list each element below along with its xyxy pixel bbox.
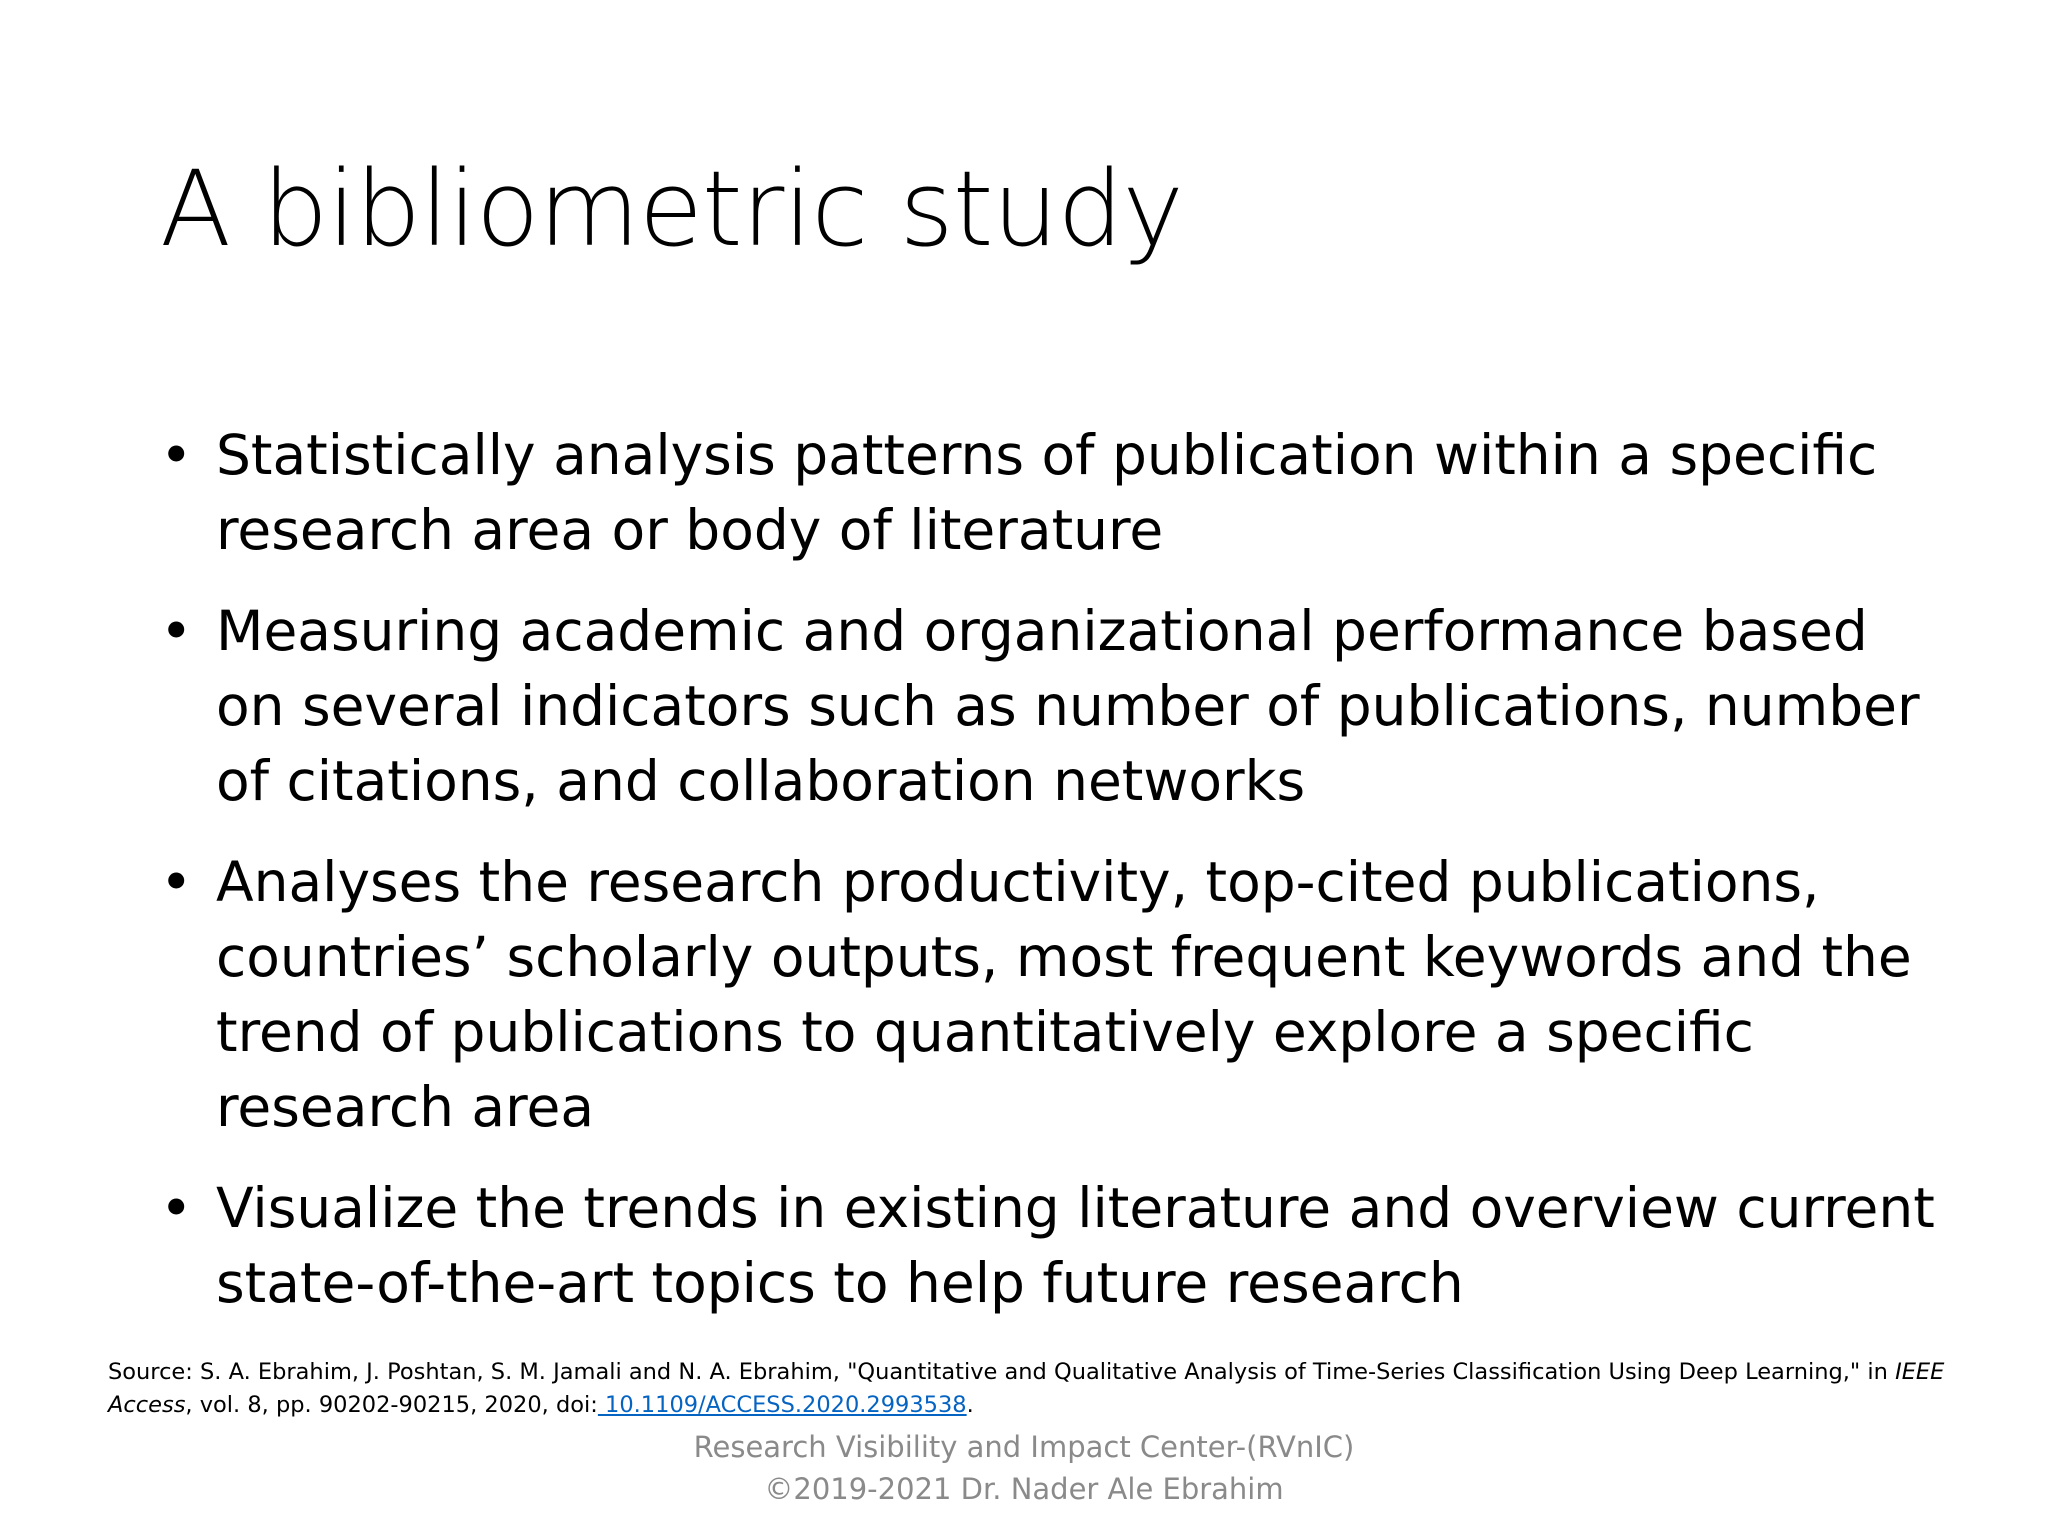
- bullet-icon: •: [160, 599, 193, 663]
- citation-end: .: [966, 1392, 974, 1418]
- slide-title: A bibliometric study: [160, 148, 1183, 270]
- journal-name: IEEE Access: [108, 1359, 1945, 1418]
- bullet-icon: •: [160, 850, 193, 914]
- bullet-list: [160, 418, 1940, 1347]
- bullet-text: Statistically analysis patterns of publication within a specific research area or body of literature: [216, 423, 1878, 562]
- bullet-icon: •: [160, 423, 193, 487]
- footer-copyright: ©2019-2021 Dr. Nader Ale Ebrahim: [764, 1472, 1284, 1506]
- bullet-text: Analyses the research productivity, top-cited publications, countries’ scholarly outputs, most frequent keywords and the trend of publications to quantitatively explore a specific research area: [216, 850, 1912, 1139]
- slide-footer: [0, 1426, 2048, 1510]
- footer-organization: Research Visibility and Impact Center-(RVnIC): [693, 1430, 1355, 1464]
- citation-text: Source: S. A. Ebrahim, J. Poshtan, S. M. Jamali and N. A. Ebrahim, "Quantitative and Qualitative Analysis of Time-Series Classification Using Deep Learning," in: [108, 1359, 1896, 1385]
- doi-link[interactable]: 10.1109/ACCESS.2020.2993538: [597, 1392, 967, 1418]
- bullet-item: [160, 594, 1940, 819]
- bullet-text: Measuring academic and organizational performance based on several indicators such as number of publications, number of citations, and collaboration networks: [216, 599, 1920, 813]
- source-citation: [108, 1356, 1988, 1422]
- bullet-item: [160, 1171, 1940, 1321]
- bullet-icon: •: [160, 1176, 193, 1240]
- bullet-item: [160, 845, 1940, 1145]
- bullet-text: Visualize the trends in existing literature and overview current state-of-the-art topics to help future research: [216, 1176, 1935, 1315]
- citation-details: , vol. 8, pp. 90202-90215, 2020, doi:: [185, 1392, 598, 1418]
- bullet-item: [160, 418, 1940, 568]
